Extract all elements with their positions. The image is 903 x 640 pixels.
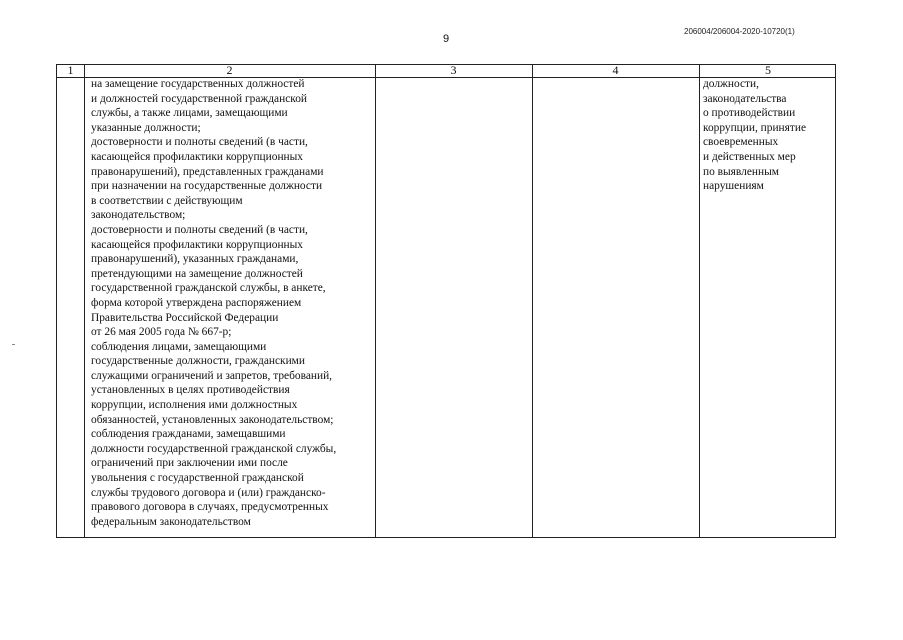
column-5-line: должности, (703, 78, 759, 90)
column-2-line: претендующими на замещение должностей (91, 267, 303, 280)
column-2-line: государственные должности, гражданскими (91, 355, 305, 368)
column-2-line: обязанностей, установленных законодательством; (91, 413, 334, 426)
column-5-line: коррупции, принятие (703, 121, 807, 134)
page-number: 9 (443, 33, 450, 45)
column-5-line: нарушениям (703, 180, 764, 193)
column-header-2: 2 (226, 63, 233, 77)
document-id: 206004/206004-2020-10720(1) (684, 27, 795, 36)
column-2-line: служащими ограничений и запретов, требований, (91, 369, 333, 382)
column-2-text (91, 77, 336, 529)
column-2-line: Правительства Российской Федерации (91, 311, 279, 324)
column-2-line: увольнения с государственной гражданской (91, 472, 304, 485)
column-5-text (703, 77, 806, 194)
column-2-line: установленных в целях противодействия (91, 384, 290, 397)
column-2-line: государственной гражданской службы, в анкете, (91, 282, 326, 295)
column-2-line: правонарушений), указанных гражданами, (91, 253, 299, 266)
column-2-line: форма которой утверждена распоряжением (91, 296, 302, 309)
column-2-line: соблюдения гражданами, замещавшими (91, 428, 286, 441)
column-2-line: правового договора в случаях, предусмотренных (91, 501, 329, 514)
column-2-line: ограничений при заключении ими после (91, 457, 288, 470)
column-header-4: 4 (612, 63, 619, 77)
column-2-line: указанные должности; (91, 121, 201, 134)
column-2-line: достоверности и полноты сведений (в части, (91, 136, 308, 149)
column-2-line: касающейся профилактики коррупционных (91, 150, 303, 163)
column-header-1: 1 (67, 63, 74, 77)
column-2-line: коррупции, исполнения ими должностных (91, 399, 298, 412)
column-2-line: законодательством; (91, 209, 186, 222)
column-divider-2 (375, 65, 376, 537)
document-table (56, 64, 836, 538)
column-2-line: достоверности и полноты сведений (в части, (91, 223, 308, 236)
column-divider-4 (699, 65, 700, 537)
column-2-line: должности государственной гражданской службы, (91, 442, 337, 455)
column-2-line: и должностей государственной гражданской (91, 92, 308, 105)
column-header-3: 3 (450, 63, 457, 77)
column-2-line: в соответствии с действующим (91, 194, 243, 207)
column-2-line: службы трудового договора и (или) гражданско- (91, 486, 326, 499)
column-2-line: федеральным законодательством (91, 515, 251, 528)
column-2-line: на замещение государственных должностей (91, 78, 305, 90)
column-5-line: законодательства (703, 92, 787, 105)
column-2-line: службы, а также лицами, замещающими (91, 107, 288, 120)
column-2-line: при назначении на государственные должности (91, 180, 323, 193)
margin-mark (12, 344, 15, 345)
column-divider-3 (532, 65, 533, 537)
column-5-line: своевременных (703, 136, 779, 149)
column-divider-1 (84, 65, 85, 537)
column-5-line: и действенных мер (703, 150, 796, 163)
column-5-line: по выявленным (703, 165, 779, 178)
column-2-line: от 26 мая 2005 года № 667-р; (91, 326, 232, 339)
column-header-5: 5 (765, 63, 771, 77)
column-2-line: соблюдения лицами, замещающими (91, 340, 267, 353)
column-5-line: о противодействии (703, 107, 796, 120)
column-2-line: правонарушений), представленных гражданами (91, 165, 324, 178)
column-2-line: касающейся профилактики коррупционных (91, 238, 303, 251)
